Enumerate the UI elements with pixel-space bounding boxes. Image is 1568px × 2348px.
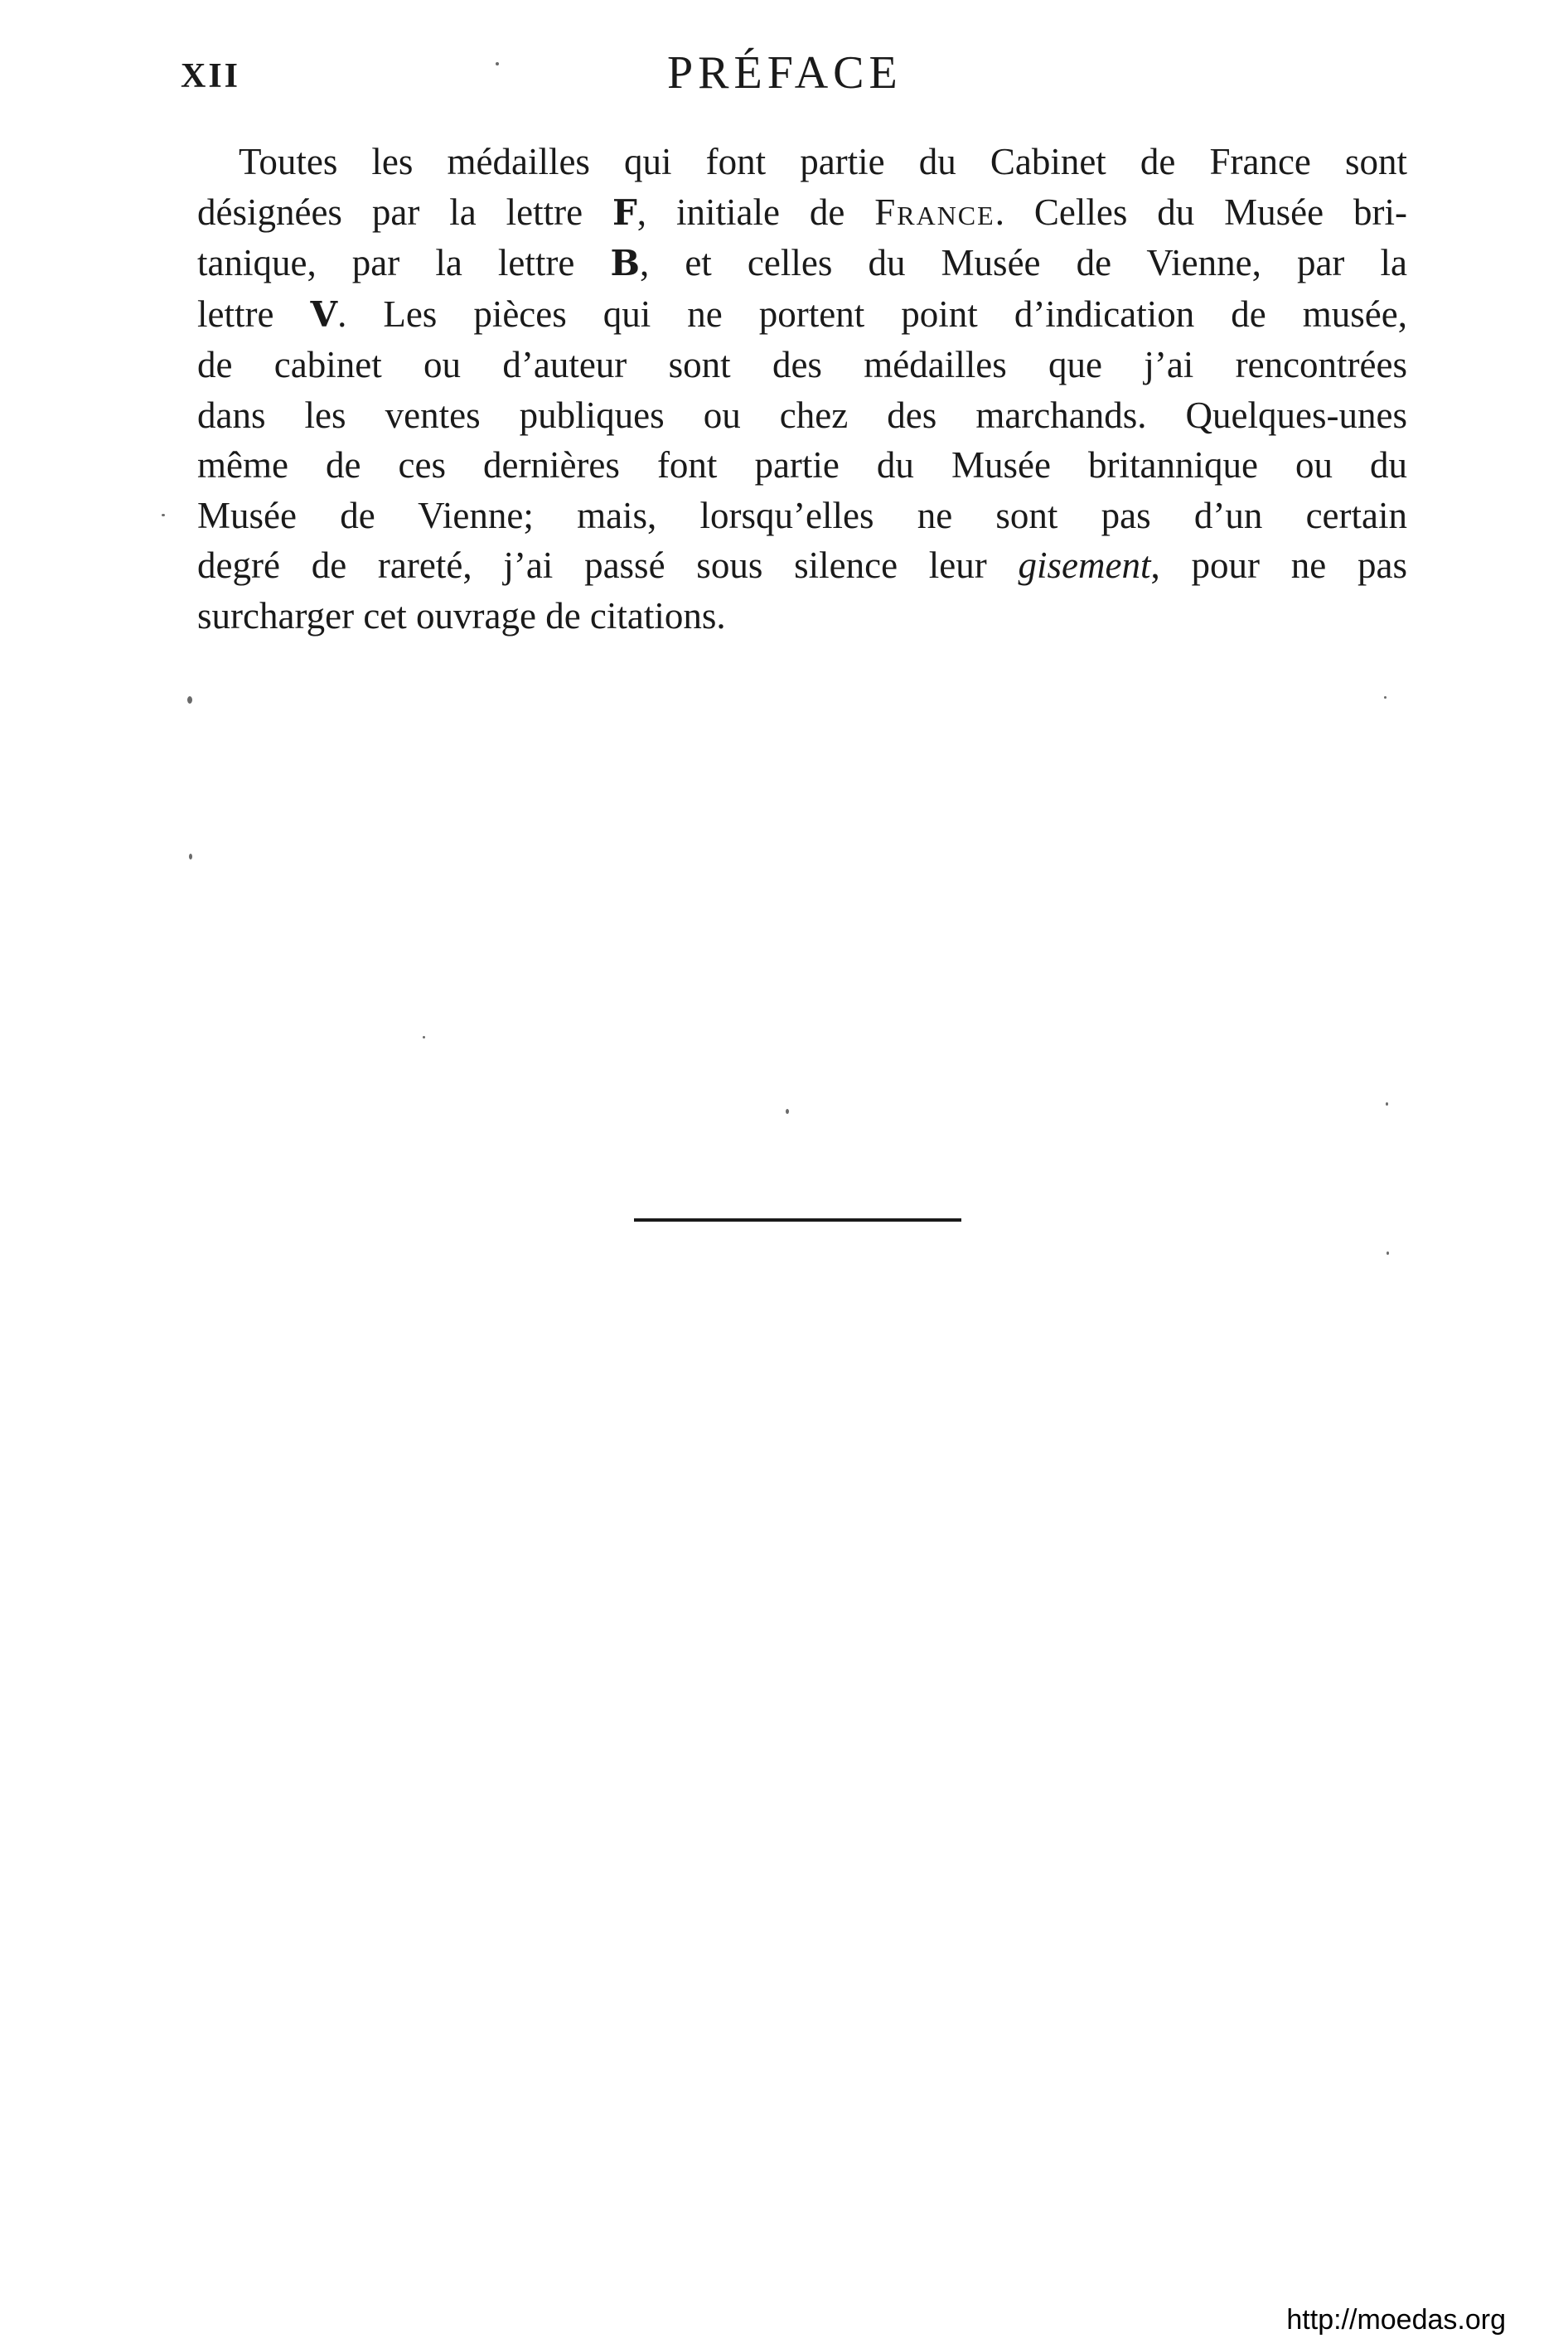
source-watermark: http://moedas.org bbox=[1286, 2304, 1506, 2336]
section-rule bbox=[634, 1218, 961, 1222]
scan-speck bbox=[786, 1109, 789, 1114]
small-caps-word: France bbox=[874, 191, 995, 233]
running-head: PRÉFACE bbox=[667, 47, 903, 99]
text-line: Musée de Vienne; mais, lorsqu’elles ne sont pas d’un certain bbox=[197, 494, 1407, 536]
scan-speck bbox=[162, 514, 165, 516]
scan-speck bbox=[189, 854, 192, 859]
text-line: surcharger cet ouvrage de citations. bbox=[197, 594, 726, 637]
preface-paragraph bbox=[197, 137, 1407, 641]
italic-word: gisement bbox=[1018, 545, 1151, 586]
scan-speck bbox=[1386, 1102, 1388, 1106]
text-line: tanique, par la lettre B, et celles du Musée de Vienne, par la bbox=[197, 242, 1407, 283]
scan-speck bbox=[423, 1036, 425, 1038]
scan-speck bbox=[1387, 1251, 1389, 1255]
text-line: Toutes les médailles qui font partie du Cabinet de France sont bbox=[239, 141, 1407, 182]
letter-symbol-b: B bbox=[610, 243, 640, 283]
letter-symbol-v: V bbox=[310, 293, 338, 335]
text-line: même de ces dernières font partie du Musée britannique ou du bbox=[197, 444, 1407, 486]
letter-symbol-f: F bbox=[612, 191, 637, 233]
text-line: lettre V. Les pièces qui ne portent point d’indication de musée, bbox=[197, 293, 1407, 335]
page-number: XII bbox=[181, 57, 241, 95]
text-line: dans les ventes publiques ou chez des marchands. Quelques-unes bbox=[197, 394, 1407, 436]
scan-speck bbox=[187, 696, 192, 704]
text-line: désignées par la lettre F, initiale de France. Celles du Musée bri- bbox=[197, 191, 1408, 233]
text-line: degré de rareté, j’ai passé sous silence leur gisement, pour ne pas bbox=[197, 545, 1407, 586]
scan-speck bbox=[496, 62, 499, 65]
text-line: de cabinet ou d’auteur sont des médailles que j’ai rencontrées bbox=[197, 344, 1407, 385]
scan-speck bbox=[1384, 696, 1387, 699]
